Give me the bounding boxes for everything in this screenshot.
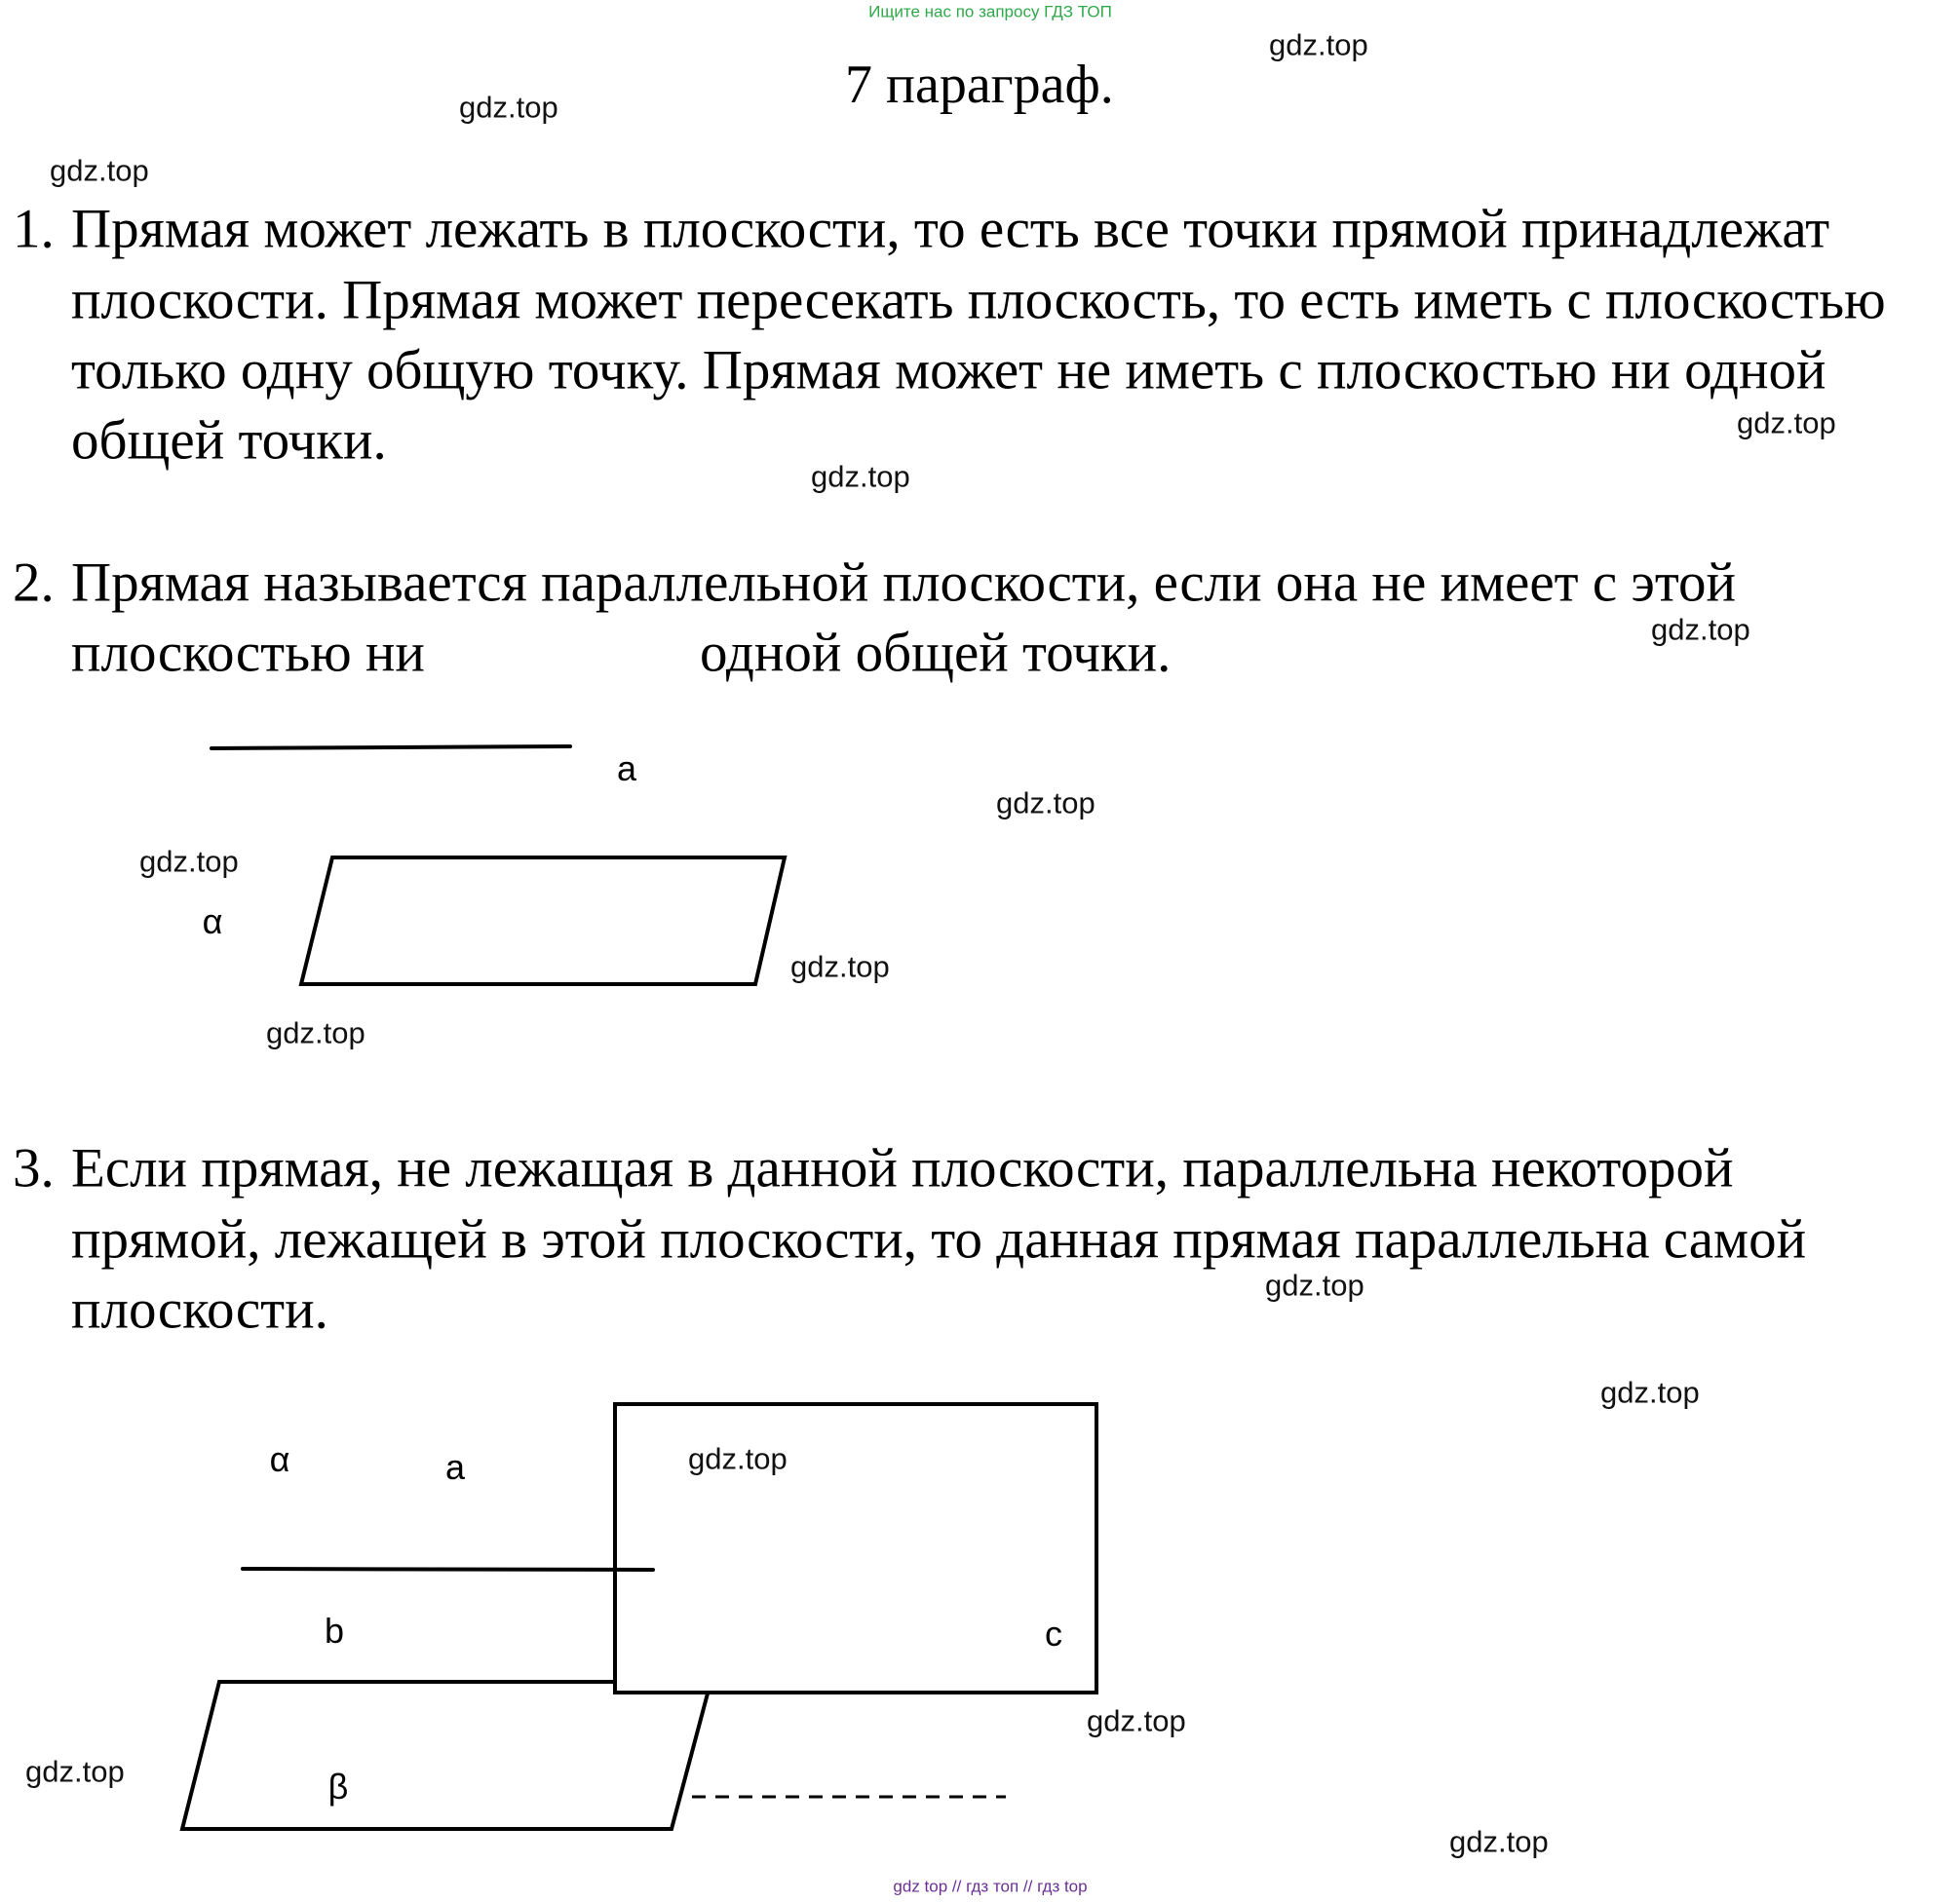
item-3-line-3: плоскости.: [71, 1278, 328, 1341]
watermark: gdz.top: [25, 1754, 125, 1789]
figure1-plane-alpha: [301, 857, 785, 984]
search-hint: Ищите нас по запросу ГДЗ ТОП: [868, 2, 1112, 21]
watermark: gdz.top: [139, 844, 239, 879]
figure1-line-a: [211, 746, 570, 748]
watermark: gdz.top: [1449, 1824, 1549, 1859]
item-2-number: 2.: [13, 552, 55, 614]
watermark: gdz.top: [811, 459, 910, 494]
item-3-line-2: прямой, лежащей в этой плоскости, то данная прямая параллельна самой: [71, 1208, 1807, 1271]
figure1-plane-alpha-label: α: [202, 901, 223, 941]
item-1-line-1: Прямая может лежать в плоскости, то есть все точки прямой принадлежат: [71, 198, 1830, 260]
watermark: gdz.top: [459, 90, 558, 125]
watermark: gdz.top: [996, 785, 1095, 820]
item-1-number: 1.: [13, 198, 55, 260]
watermark: gdz.top: [1265, 1268, 1364, 1303]
footer-watermark: gdz top // гдз топ // гдз top: [893, 1877, 1088, 1896]
watermark: gdz.top: [1737, 405, 1836, 440]
figure2-plane-beta-label: β: [327, 1767, 349, 1807]
page-title: 7 параграф.: [845, 55, 1114, 115]
figure1-line-a-label: a: [616, 748, 637, 788]
item-3-number: 3.: [13, 1137, 55, 1199]
figure2-line-a-label: a: [444, 1447, 466, 1487]
watermark: gdz.top: [790, 949, 890, 984]
item-1-line-2: плоскости. Прямая может пересекать плоскость, то есть иметь с плоскостью: [71, 269, 1886, 331]
watermark: gdz.top: [1269, 27, 1368, 62]
watermark: gdz.top: [1087, 1703, 1186, 1738]
item-1-line-4: общей точки.: [71, 409, 387, 472]
figure2-line-c-label: c: [1045, 1614, 1062, 1654]
figure2-plane-alpha-label: α: [269, 1439, 290, 1479]
item-2-line-2b: одной общей точки.: [700, 622, 1172, 684]
item-3-line-1: Если прямая, не лежащая в данной плоскости, параллельна некоторой: [71, 1137, 1734, 1199]
item-2-line-1: Прямая называется параллельной плоскости, если она не имеет с этой: [71, 552, 1736, 614]
figure2-plane-beta: [182, 1682, 708, 1829]
item-1-line-3: только одну общую точку. Прямая может не иметь с плоскостью ни одной: [71, 339, 1826, 401]
watermark: gdz.top: [1600, 1375, 1700, 1410]
figure2-line-a: [243, 1569, 653, 1570]
watermark: gdz.top: [688, 1441, 788, 1476]
item-2-line-2a: плоскостью ни: [71, 622, 425, 684]
figure2-line-b-label: b: [324, 1611, 345, 1651]
watermark: gdz.top: [50, 153, 149, 188]
watermark: gdz.top: [1651, 612, 1750, 647]
watermark: gdz.top: [266, 1015, 365, 1050]
